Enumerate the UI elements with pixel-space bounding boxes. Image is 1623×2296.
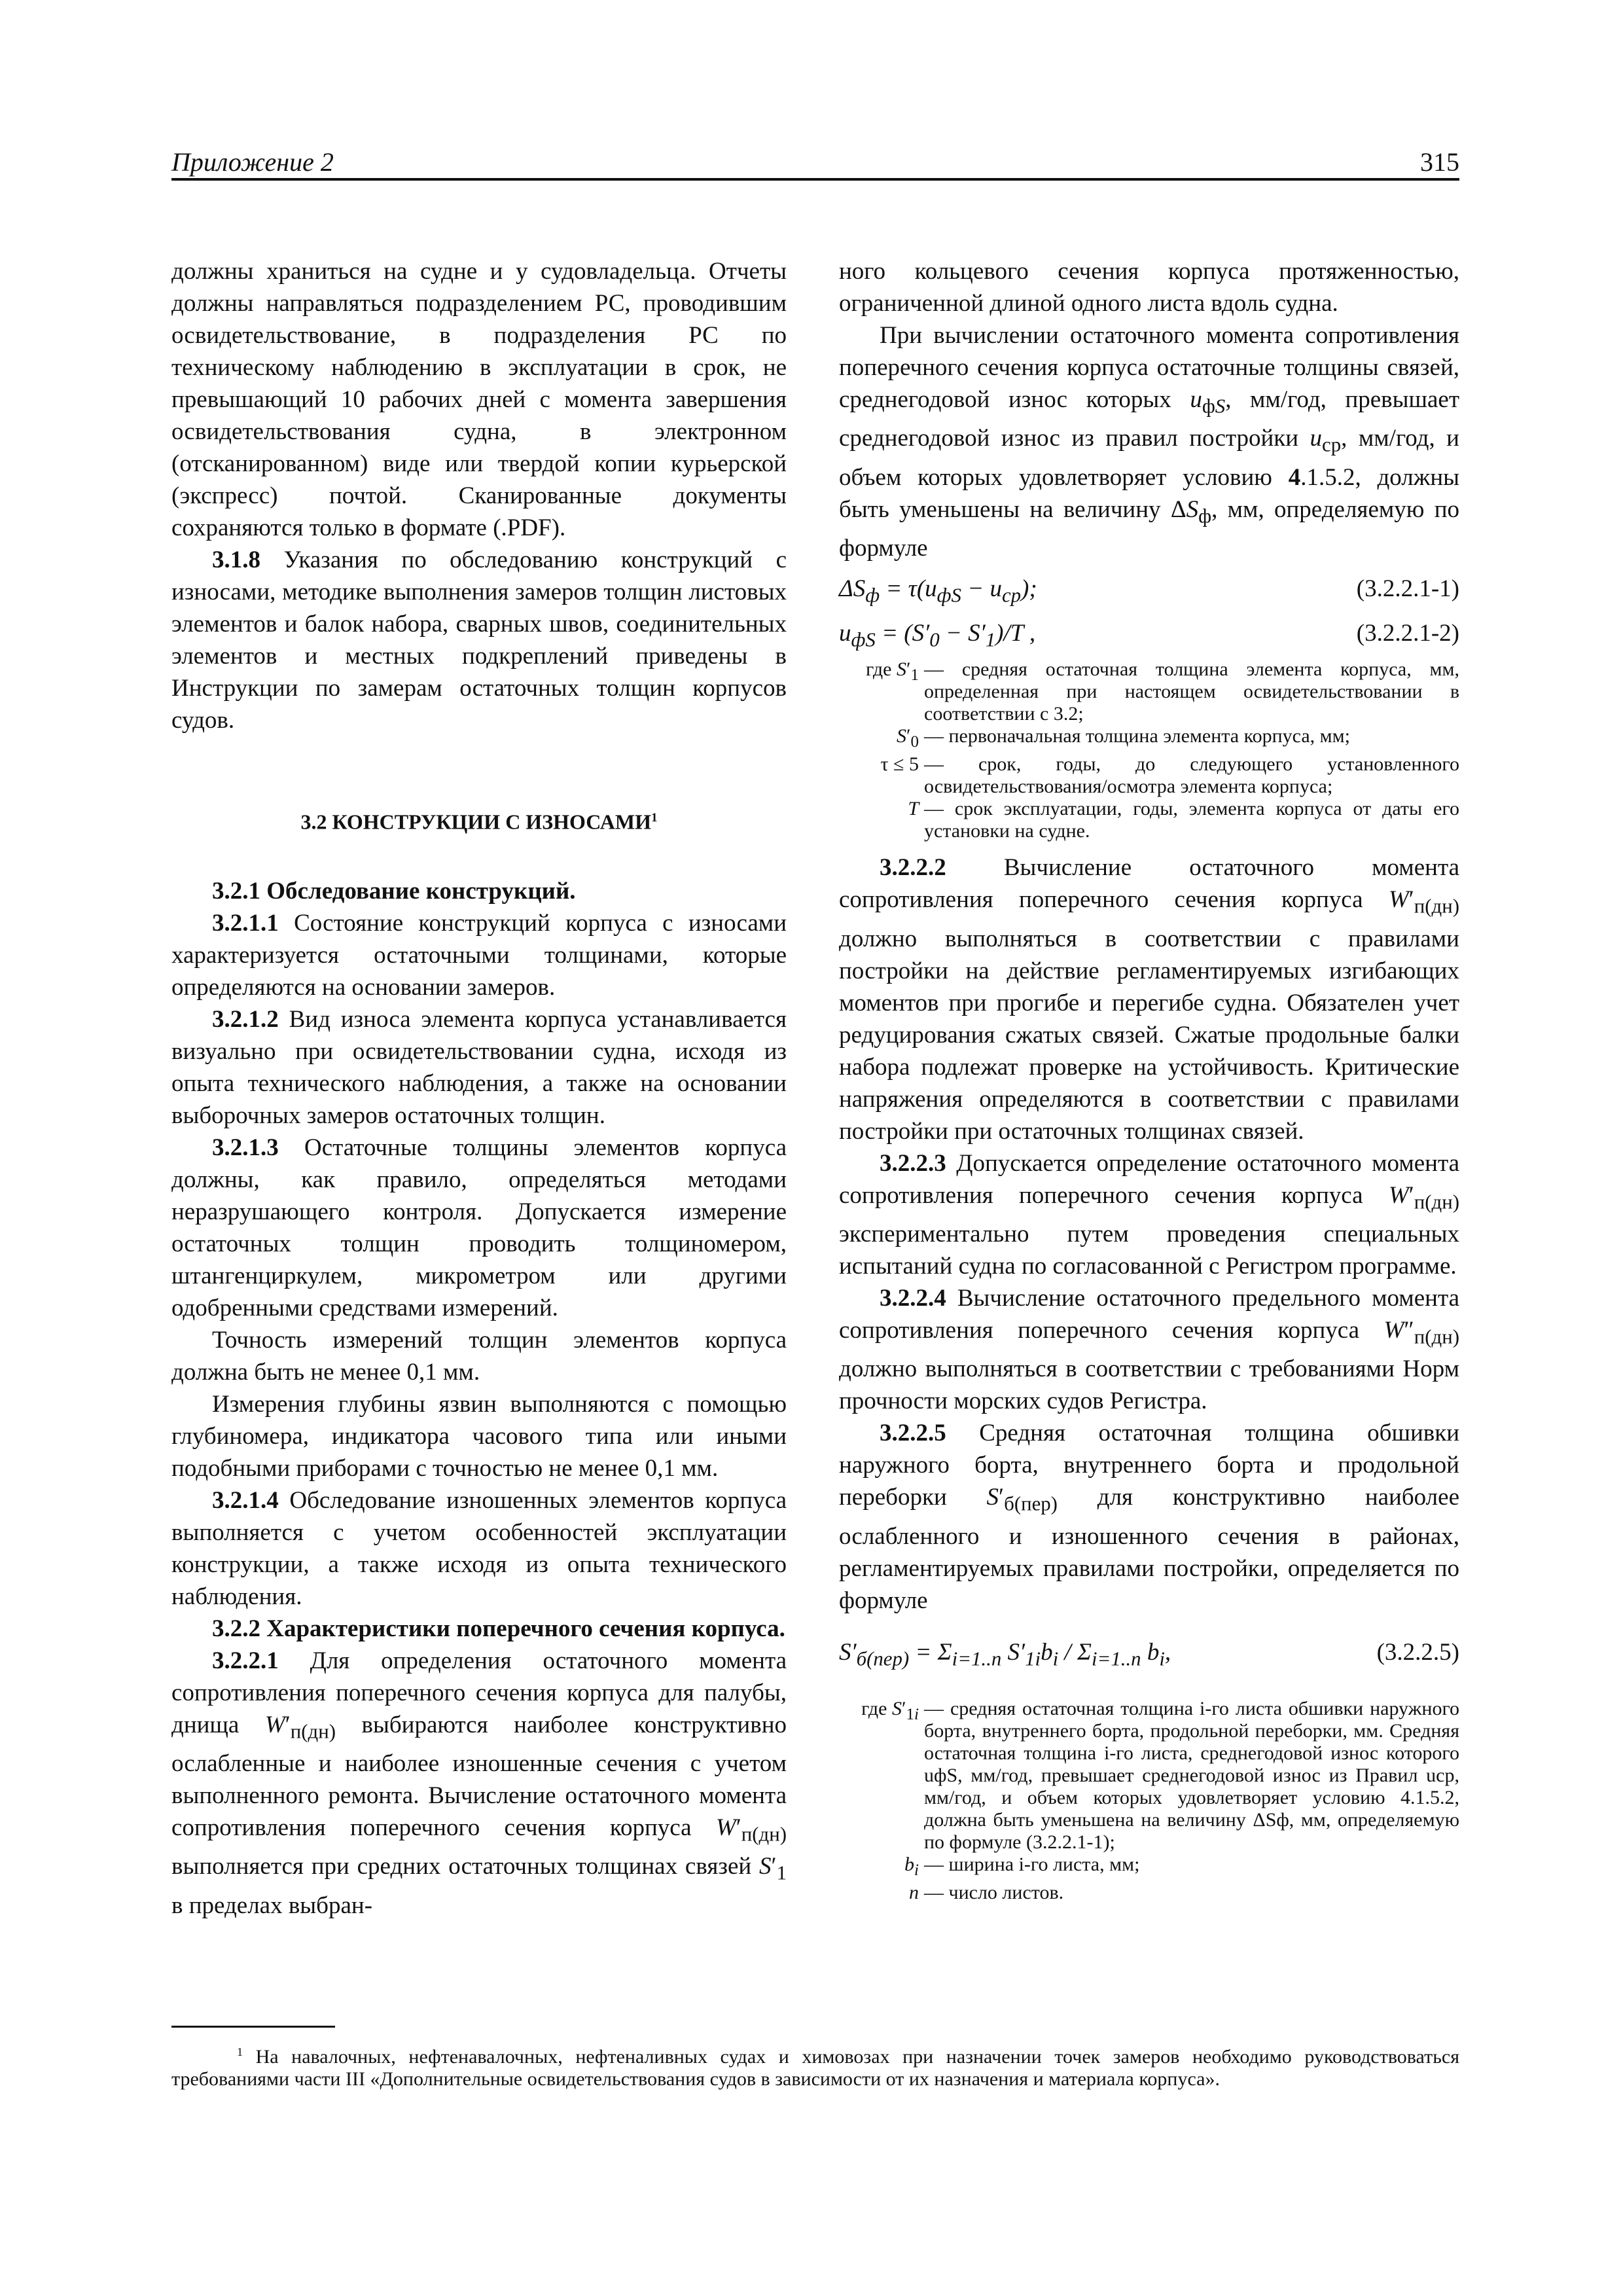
formula-3-2-2-1-1: $\Delta S_ф = \tau(u_{фS} - u_{ср})$; (3.2.2.1-1) (839, 569, 1459, 609)
paragraph-3-2-1-1: 3.2.1.1 Состояние конструкций корпуса с износами характеризуется остаточными толщинами, которые определяются на основании замеров. (171, 909, 787, 1001)
paragraph-3-2-1-3: 3.2.1.3 Остаточные толщины элементов корпуса должны, как правило, определяться методами неразрушающего контроля. Допускается измерение остаточных толщин проводить толщиномером, штангенциркулем, микрометром или другими одобренными средствами измерений. (171, 1134, 787, 1321)
footnote-ref[interactable]: 1 (651, 811, 658, 825)
section-title: 3.2 КОНСТРУКЦИИ С ИЗНОСАМИ$^1$ (300, 810, 658, 834)
paragraph-continuation-right: ного кольцевого сечения корпуса протяженностью, ограниченной длиной одного листа вдоль судна. (839, 258, 1459, 317)
paragraph-3-2-2-4: 3.2.2.4 Вычисление остаточного предельного момента сопротивления поперечного сечения корпуса $W''_{п(дн)}$ должно выполняться в соответствии с требованиями Норм прочности морских судов Регистра. (839, 1284, 1459, 1415)
footnote-divider (171, 2026, 335, 2028)
left-column (171, 255, 787, 1922)
right-column (839, 255, 1459, 1913)
formula-3-2-2-5: $S'_{б(пер)} = \Sigma_{i=1..n}$ $S'_{1i}b_i / \Sigma_{i=1..n}$ $b_i$, (3.2.2.5) (839, 1624, 1459, 1690)
footnote: $^1$ На навалочных, нефтенавалочных, нефтеналивных судах и химовозах при назначении точек замеров необходимо руководствоваться требованиями части III «Дополнительные освидетельствования судов в зависимости от их назначения и материала корпуса». (171, 2045, 1459, 2090)
paragraph-calc: При вычислении остаточного момента сопротивления поперечного сечения корпуса остаточные толщины связей, среднегодовой износ которых $u_{фS}$, мм/год, превышает среднегодовой износ из правил постройки $u_{ср}$, мм/год, и объем которых удовлетворяет условию 4.1.5.2, должны быть уменьшены на величину $\Delta S_ф$, мм, определяемую по формуле (839, 322, 1460, 562)
paragraph-3-2-1-2: 3.2.1.2 Вид износа элемента корпуса устанавливается визуально при освидетельствовании судна, исходя из опыта технического наблюдения, а также на основании выборочных замеров остаточных толщин. (171, 1005, 787, 1129)
formula-legend-2: где $S'_{1i}$ — средняя остаточная толщина i-го листа обшивки наружного борта, внутреннего борта, продольной переборки, мм. Средняя остаточная толщина i-го листа, среднегодовой износ которого uфS, мм/год, превышает среднегодовой износ из Правил uср, мм/год, и объем которых удовлетворяет условию 4.1.5.2, должна быть уменьшена на величину ΔSф, мм, определяемую по формуле (3.2.2.1-1); $b_i$ — ширина i-го листа, мм; n — число листов. (861, 1697, 1459, 1903)
paragraph-3-2-2-5: 3.2.2.5 Средняя остаточная толщина обшивки наружного борта, внутреннего борта и продольной переборки $S'_{б(пер)}$ для конструктивно наиболее ослабленного и изношенного сечения в районах, регламентируемых правилами постройки, определяется по формуле (839, 1420, 1459, 1614)
page-header (171, 145, 1459, 181)
paragraph-3-2-1-4: 3.2.1.4 Обследование изношенных элементов корпуса выполняется с учетом особенностей эксплуатации конструкции, а также исходя из опыта технического наблюдения. (171, 1486, 787, 1610)
paragraph-3-2-2-1: 3.2.2.1 Для определения остаточного момента сопротивления поперечного сечения корпуса для палубы, днища $W'_{п(дн)}$ выбираются наиболее конструктивно ослабленные и наиболее изношенные сечения с учетом выполненного ремонта. Вычисление остаточного момента сопротивления поперечного сечения корпуса $W'_{п(дн)}$ выполняется при средних остаточных толщинах связей $S'_1$ в пределах выбран- (171, 1647, 787, 1919)
paragraph-3-1-8: 3.1.8 Указания по обследованию конструкций с износами, методике выполнения замеров толщин листовых элементов и балок набора, сварных швов, соединительных элементов и местных подкреплений приведены в Инструкции по замерам остаточных толщин корпусов судов. (171, 547, 787, 734)
formula-number: (3.2.2.1-2) (1356, 620, 1459, 647)
paragraph-3-2-2-3: 3.2.2.3 Допускается определение остаточного момента сопротивления поперечного сечения корпуса $W'_{п(дн)}$ экспериментально путем проведения специальных испытаний судна по согласованной с Регистром программе. (839, 1149, 1459, 1280)
heading-3-2-2: 3.2.2 Характеристики поперечного сечения корпуса. (212, 1615, 785, 1642)
paragraph-3-2-2-2: 3.2.2.2 Вычисление остаточного момента сопротивления поперечного сечения корпуса $W'_{п(дн)}$ должно выполняться в соответствии с правилами постройки на действие регламентируемых изгибающих моментов при прогибе и перегибе судна. Обязателен учет редуцирования сжатых связей. Сжатые продольные балки набора подлежат проверке на устойчивость. Критические напряжения определяются в соответствии с правилами постройки при остаточных толщинах связей. (839, 854, 1459, 1145)
formula-legend-1: где $S'_1$ — средняя остаточная толщина элемента корпуса, мм, определенная при настоящем освидетельствовании в соответствии с 3.2; $S'_0$ — первоначальная толщина элемента корпуса, мм; τ ≤ 5 — срок, годы, до следующего установленного освидетельствования/осмотра элемента корпуса; T — срок эксплуатации, годы, элемента корпуса от даты его установки на судне. (866, 658, 1459, 842)
running-title: Приложение 2 (171, 147, 334, 177)
formula-3-2-2-1-2: $u_{фS} = (S'_0 - S'_1)/T$ , (3.2.2.1-2) (839, 614, 1459, 653)
heading-3-2-1: 3.2.1 Обследование конструкций. (212, 877, 576, 905)
paragraph-continuation: должны храниться на судне и у судовладельца. Отчеты должны направляться подразделением РС, проводившим освидетельствование, в подразделения РС по техническому наблюдению в эксплуатации в срок, не превышающий 10 рабочих дней с момента завершения освидетельствования судна, в электронном (отсканированном) виде или твердой копии курьерской (экспресс) почтой. Сканированные документы сохраняются только в формате (.PDF). (171, 258, 787, 541)
formula-number: (3.2.2.1-1) (1356, 575, 1459, 603)
page-number: 315 (1420, 147, 1459, 177)
paragraph-accuracy: Точность измерений толщин элементов корпуса должна быть не менее 0,1 мм. (171, 1326, 787, 1386)
paragraph-pits: Измерения глубины язвин выполняются с помощью глубиномера, индикатора часового типа или иными подобными приборами с точностью не менее 0,1 мм. (171, 1390, 787, 1482)
formula-number: (3.2.2.5) (1376, 1638, 1459, 1666)
